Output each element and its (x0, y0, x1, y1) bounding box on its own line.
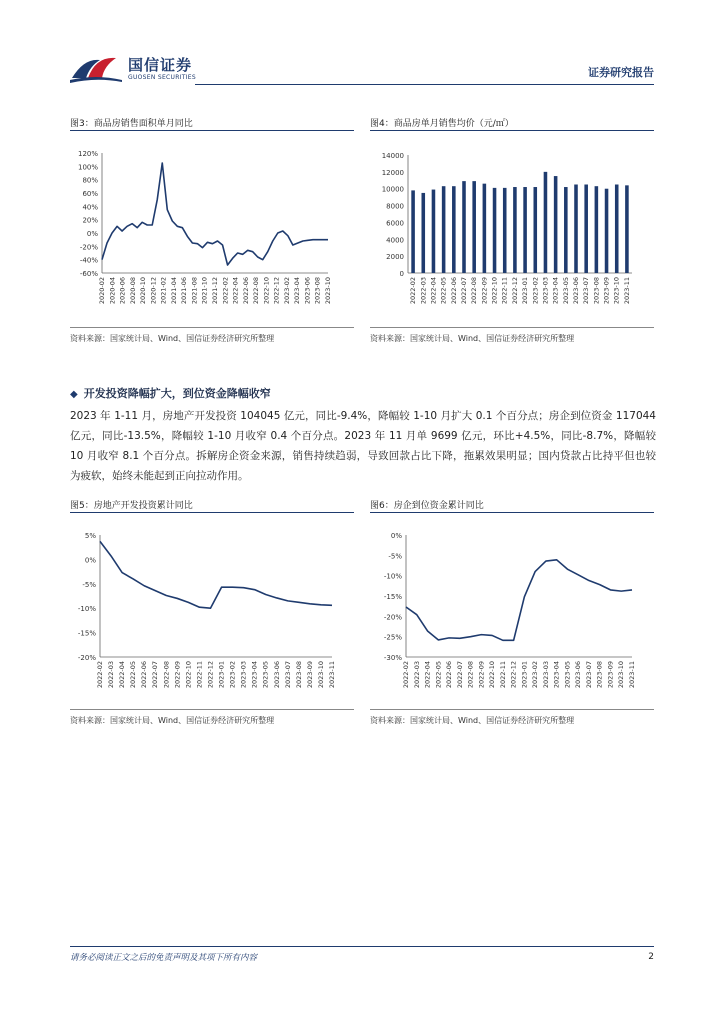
y-tick-label: -15% (77, 629, 96, 638)
y-tick-label: 8000 (386, 202, 404, 211)
fig4-title: 图4：商品房单月销售均价（元/㎡） (370, 119, 514, 129)
x-tick-label: 2021-02 (159, 277, 168, 305)
bar (554, 176, 558, 273)
y-tick-label: 6000 (386, 219, 404, 228)
x-tick-label: 2023-09 (602, 277, 611, 305)
x-tick-label: 2023-03 (239, 661, 248, 689)
x-tick-label: 2022-10 (490, 277, 499, 305)
x-tick-label: 2023-06 (574, 661, 583, 689)
y-tick-label: 0 (399, 270, 404, 278)
x-tick-label: 2022-02 (221, 277, 230, 305)
x-tick-label: 2023-11 (328, 661, 336, 689)
x-tick-label: 2022-06 (449, 277, 458, 305)
y-tick-label: 10000 (381, 185, 404, 194)
series-line (100, 541, 332, 608)
x-tick-label: 2022-02 (96, 661, 104, 689)
x-tick-label: 2023-10 (612, 277, 621, 305)
fig3-source: 资料来源：国家统计局、Wind、国信证券经济研究所整理 (70, 334, 275, 343)
x-tick-label: 2023-10 (324, 277, 332, 305)
x-tick-label: 2022-10 (184, 661, 193, 689)
bar (574, 185, 578, 274)
y-tick-label: -60% (79, 270, 98, 278)
x-tick-label: 2023-06 (572, 277, 580, 305)
x-tick-label: 2021-08 (190, 277, 199, 305)
x-tick-label: 2022-02 (402, 661, 410, 689)
fig5-top-rule (70, 512, 354, 513)
x-tick-label: 2020-02 (98, 277, 106, 305)
x-tick-label: 2023-08 (294, 661, 303, 689)
fig5-bottom-rule (70, 709, 354, 710)
x-tick-label: 2023-02 (531, 277, 540, 305)
x-tick-label: 2022-09 (173, 661, 182, 689)
x-tick-label: 2022-07 (455, 661, 464, 689)
x-tick-label: 2022-09 (480, 277, 489, 305)
fig4-bottom-rule (370, 327, 654, 328)
x-tick-label: 2023-09 (606, 661, 615, 689)
y-tick-label: -5% (388, 552, 402, 561)
bar (503, 188, 507, 273)
y-tick-label: -25% (383, 633, 402, 642)
x-tick-label: 2022-11 (500, 277, 509, 305)
y-tick-label: 5% (84, 532, 96, 540)
y-tick-label: 60% (82, 190, 98, 198)
fig6-chart (370, 522, 654, 707)
bar (615, 185, 619, 274)
x-tick-label: 2023-06 (303, 277, 312, 305)
x-tick-label: 2022-07 (460, 277, 468, 305)
company-name-en: GUOSEN SECURITIES (128, 74, 197, 81)
bar (462, 181, 466, 273)
bar (452, 186, 456, 273)
y-tick-label: -5% (82, 580, 96, 589)
y-tick-label: -20% (383, 613, 402, 622)
fig6-title: 图6：房企到位资金累计同比 (370, 501, 484, 511)
y-tick-label: 14000 (381, 152, 404, 160)
x-tick-label: 2022-06 (445, 661, 454, 689)
bar (442, 186, 446, 273)
x-tick-label: 2022-05 (434, 661, 443, 689)
fig5-chart (70, 522, 354, 707)
bar (493, 188, 497, 273)
x-tick-label: 2023-01 (217, 661, 226, 689)
x-tick-label: 2021-10 (200, 277, 209, 305)
x-tick-label: 2022-06 (140, 661, 149, 689)
y-tick-label: 0% (84, 556, 96, 565)
x-tick-label: 2023-02 (228, 661, 237, 689)
y-tick-label: 80% (82, 176, 98, 185)
x-tick-label: 2020-06 (118, 277, 127, 305)
x-tick-label: 2022-04 (423, 661, 432, 689)
bar (421, 193, 425, 273)
y-tick-label: -30% (383, 654, 402, 662)
x-tick-label: 2022-11 (195, 661, 204, 689)
bar (625, 185, 629, 273)
x-tick-label: 2022-12 (510, 277, 519, 305)
company-name-cn: 国信证券 (128, 56, 193, 74)
bar (411, 190, 415, 273)
x-tick-label: 2022-12 (272, 277, 281, 305)
x-tick-label: 2023-08 (595, 661, 604, 689)
report-type-label: 证券研究报告 (588, 66, 654, 79)
x-tick-label: 2023-05 (561, 277, 570, 305)
x-tick-label: 2020-12 (149, 277, 158, 305)
series-line (406, 560, 632, 641)
x-tick-label: 2022-04 (231, 277, 240, 305)
footer-disclaimer: 请务必阅读正文之后的免责声明及其项下所有内容 (70, 953, 258, 963)
x-tick-label: 2022-12 (206, 661, 215, 689)
x-tick-label: 2023-06 (272, 661, 281, 689)
x-tick-label: 2023-04 (293, 277, 302, 305)
x-tick-label: 2023-02 (282, 277, 291, 305)
bar (595, 186, 599, 273)
diamond-bullet-icon: ◆ (70, 389, 78, 400)
series-line (102, 163, 328, 265)
x-tick-label: 2022-03 (419, 277, 428, 305)
fig4-top-rule (370, 130, 654, 131)
y-tick-label: -10% (77, 605, 96, 614)
page-number: 2 (648, 952, 654, 962)
x-tick-label: 2022-07 (151, 661, 160, 689)
x-tick-label: 2022-06 (241, 277, 250, 305)
bar (544, 172, 548, 273)
x-tick-label: 2022-12 (509, 661, 518, 689)
x-tick-label: 2021-06 (180, 277, 189, 305)
fig3-chart (70, 140, 354, 325)
fig3-bottom-rule (70, 327, 354, 328)
x-tick-label: 2023-10 (316, 661, 325, 689)
guosen-logo-icon (70, 52, 122, 84)
x-tick-label: 2022-04 (429, 277, 438, 305)
y-tick-label: -10% (383, 572, 402, 581)
y-tick-label: 100% (77, 163, 98, 172)
x-tick-label: 2023-04 (250, 661, 259, 689)
fig3-title: 图3：商品房销售面积单月同比 (70, 119, 193, 129)
y-tick-label: 120% (77, 150, 98, 158)
bar (605, 189, 609, 273)
x-tick-label: 2023-11 (628, 661, 636, 689)
x-tick-label: 2021-12 (211, 277, 219, 305)
x-tick-label: 2022-05 (129, 661, 138, 689)
y-tick-label: -20% (77, 654, 96, 662)
fig3-top-rule (70, 130, 354, 131)
x-tick-label: 2023-08 (313, 277, 322, 305)
x-tick-label: 2023-05 (563, 661, 572, 689)
fig4-source: 资料来源：国家统计局、Wind、国信证券经济研究所整理 (370, 334, 575, 343)
fig6-bottom-rule (370, 709, 654, 710)
y-tick-label: 4000 (386, 236, 404, 245)
x-tick-label: 2023-07 (582, 277, 591, 305)
x-tick-label: 2023-10 (617, 661, 626, 689)
bar (533, 187, 537, 273)
page-header (70, 48, 654, 88)
x-tick-label: 2020-10 (139, 277, 148, 305)
x-tick-label: 2023-05 (261, 661, 270, 689)
x-tick-label: 2023-02 (531, 661, 540, 689)
x-tick-label: 2023-04 (552, 661, 561, 689)
x-tick-label: 2023-07 (584, 661, 593, 689)
bar (564, 187, 568, 273)
bar (523, 187, 527, 273)
x-tick-label: 2022-03 (412, 661, 421, 689)
section-heading-text: 开发投资降幅扩大，到位资金降幅收窄 (83, 387, 271, 400)
x-tick-label: 2023-09 (305, 661, 314, 689)
section-heading (70, 385, 271, 401)
x-tick-label: 2023-08 (592, 277, 601, 305)
bar (483, 184, 487, 273)
fig4-chart (370, 140, 654, 325)
bar (513, 187, 517, 273)
x-tick-label: 2022-09 (477, 661, 486, 689)
bar (432, 190, 436, 273)
x-tick-label: 2020-04 (108, 277, 117, 305)
bar (584, 185, 588, 274)
x-tick-label: 2023-01 (521, 277, 530, 305)
fig5-title: 图5：房地产开发投资累计同比 (70, 501, 193, 511)
x-tick-label: 2022-08 (252, 277, 261, 305)
y-tick-label: -40% (79, 256, 98, 265)
body-paragraph: 2023 年 1-11 月，房地产开发投资 104045 亿元，同比-9.4%，降幅较 1-10 月扩大 0.1 个百分点；房企到位资金 117044 亿元，同比-13.5%，降幅较 1-10 月收窄 0.4 个百分点。2023 年 11 月单 9699 亿元，环比+4.5%，同比-8.7%，降幅较 10 月收窄 8.1 个百分点。拆解房企资金来源，销售持续趋弱，导致回款占比下降，拖累效果明显；国内贷款占比持平但也较为疲软，始终未能起到正向拉动作用。 (70, 410, 656, 482)
x-tick-label: 2023-01 (520, 661, 529, 689)
x-tick-label: 2022-10 (488, 661, 497, 689)
y-tick-label: 12000 (381, 168, 404, 177)
x-tick-label: 2020-08 (128, 277, 137, 305)
x-tick-label: 2023-04 (551, 277, 560, 305)
bar (472, 181, 476, 273)
x-tick-label: 2022-05 (439, 277, 448, 305)
x-tick-label: 2022-11 (498, 661, 507, 689)
y-tick-label: 0% (86, 230, 98, 238)
y-tick-label: 0% (390, 532, 402, 540)
y-tick-label: -20% (79, 243, 98, 252)
x-tick-label: 2023-07 (283, 661, 292, 689)
x-tick-label: 2022-10 (262, 277, 271, 305)
x-tick-label: 2023-03 (541, 277, 550, 305)
x-tick-label: 2022-02 (409, 277, 418, 305)
x-tick-label: 2022-08 (162, 661, 171, 689)
y-tick-label: 20% (82, 216, 98, 225)
x-tick-label: 2022-04 (118, 661, 127, 689)
fig6-source: 资料来源：国家统计局、Wind、国信证券经济研究所整理 (370, 716, 575, 725)
x-tick-label: 2022-03 (107, 661, 116, 689)
x-tick-label: 2023-11 (622, 277, 631, 305)
fig5-source: 资料来源：国家统计局、Wind、国信证券经济研究所整理 (70, 716, 275, 725)
header-divider (195, 84, 654, 85)
y-tick-label: 40% (82, 203, 98, 212)
x-tick-label: 2022-08 (466, 661, 475, 689)
x-tick-label: 2023-03 (541, 661, 550, 689)
y-tick-label: 2000 (386, 253, 404, 262)
x-tick-label: 2021-04 (169, 277, 178, 305)
footer-divider (70, 946, 654, 947)
y-tick-label: -15% (383, 593, 402, 601)
x-tick-label: 2022-08 (470, 277, 479, 305)
fig6-top-rule (370, 512, 654, 513)
